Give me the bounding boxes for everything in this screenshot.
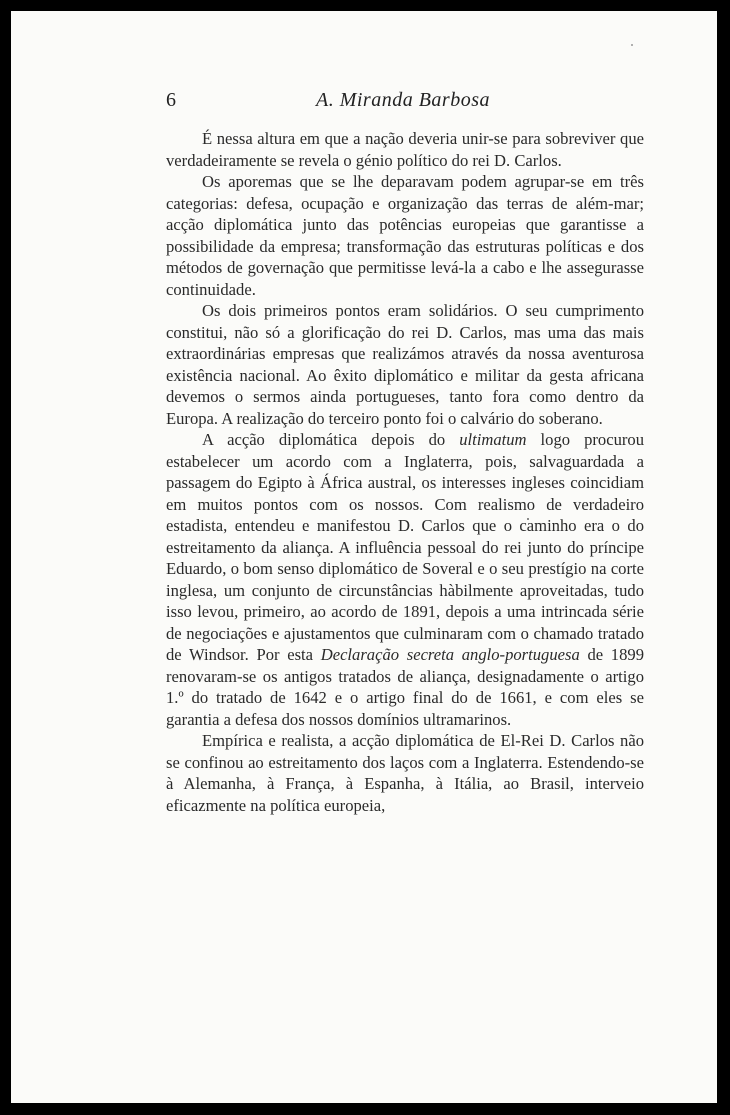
paragraph <box>166 300 644 429</box>
print-speck <box>631 44 633 46</box>
paragraph-text: Os aporemas que se lhe deparavam podem agrupar-se em três categorias: defesa, ocupação e organização das terras de além-mar; acção diplomática junto das potências europeias que garantisse a possibilidade da empresa; transformação das estruturas políticas e dos métodos de governação que permitisse levá-la a cabo e lhe assegurasse continuidade. <box>166 172 644 299</box>
italic-title: Declaração secreta anglo-portuguesa <box>320 645 580 664</box>
paragraph-text: Empírica e realista, a acção diplomática de El-Rei D. Carlos não se confinou ao estreitamento dos laços com a Inglaterra. Estendendo-se à Alemanha, à França, à Espanha, à Itália, ao Brasil, interveio eficazmente na política europeia, <box>166 731 644 815</box>
paragraph <box>166 429 644 730</box>
paragraph <box>166 171 644 300</box>
page-header <box>166 89 586 119</box>
paragraph-text: de 1899 renovaram-se os antigos tratados de aliança, designadamente o artigo 1.º do tratado de 1642 e o artigo final do de 1661, e com eles se garantia a defesa dos nossos domínios ultramarinos. <box>166 645 644 729</box>
running-head: A. Miranda Barbosa <box>316 89 490 111</box>
body-text <box>166 128 644 816</box>
italic-term: ultimatum <box>459 430 527 449</box>
paragraph-text: A acção diplomática depois do <box>202 430 460 449</box>
paragraph-text: É nessa altura em que a nação deveria unir-se para sobreviver que verdadeiramente se revela o génio político do rei D. Carlos. <box>166 129 644 170</box>
paragraph <box>166 128 644 171</box>
page-number: 6 <box>166 89 176 111</box>
paragraph-text: logo procurou estabelecer um acordo com a Inglaterra, pois, salvaguardada a passagem do Egipto à África austral, os interesses ingleses coincidiam em muitos pontos com os nossos. Com realismo de verdadeiro estadista, entendeu e manifestou D. Carlos que o caminho era o do estreitamento da aliança. A influência pessoal do rei junto do príncipe Eduardo, o bom senso diplomático de Soveral e o seu prestígio na corte inglesa, um conjunto de circunstâncias hàbilmente aproveitadas, tudo isso levou, primeiro, ao acordo de 1891, depois a uma intrincada série de negociações e ajustamentos que culminaram com o chamado tratado de Windsor. Por esta <box>166 430 644 664</box>
paragraph <box>166 730 644 816</box>
paragraph-text: Os dois primeiros pontos eram solidários. O seu cumprimento constitui, não só a glorificação do rei D. Carlos, mas uma das mais extraordinárias empresas que realizámos através da nossa aventurosa existência nacional. Ao êxito diplomático e militar da gesta africana devemos o sermos ainda portugueses, tanto fora como dentro da Europa. A realização do terceiro ponto foi o calvário do soberano. <box>166 301 644 428</box>
book-page <box>11 11 717 1103</box>
